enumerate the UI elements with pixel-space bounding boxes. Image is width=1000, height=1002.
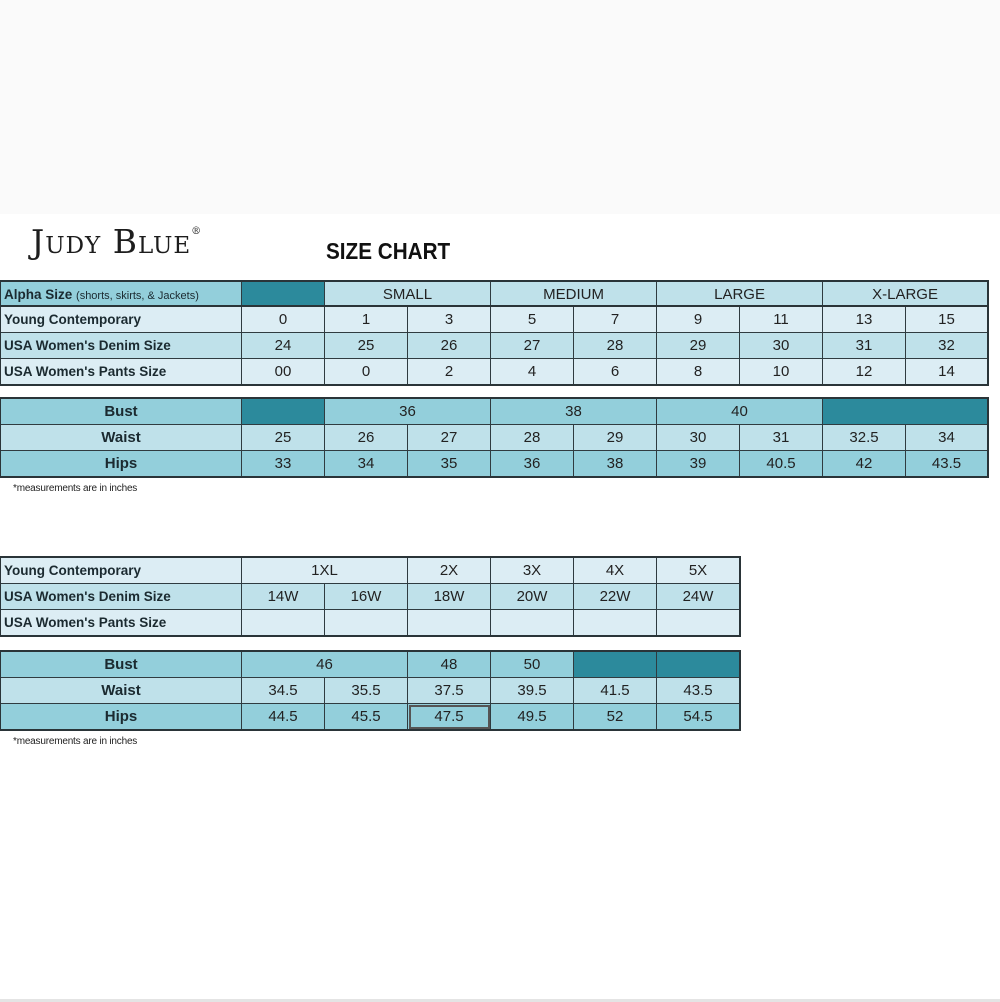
top-blank-area	[0, 0, 1000, 214]
table-cell: 2	[408, 359, 491, 385]
bust-value: 38	[491, 399, 657, 425]
table-cell: 30	[657, 425, 740, 451]
table-cell	[657, 610, 740, 636]
table-cell: 10	[740, 359, 823, 385]
size-header: 5X	[657, 558, 740, 584]
table-cell: 27	[491, 333, 574, 359]
table-row	[1, 610, 740, 636]
size-header: 3X	[491, 558, 574, 584]
row-label: USA Women's Denim Size	[1, 333, 242, 359]
empty-cell	[823, 399, 988, 425]
table-cell: 5	[491, 307, 574, 333]
table-cell: 9	[657, 307, 740, 333]
table-cell: 41.5	[574, 678, 657, 704]
table-cell: 22W	[574, 584, 657, 610]
alpha-group-medium: MEDIUM	[491, 282, 657, 308]
table-row	[1, 307, 988, 333]
measurements-table-2	[0, 651, 740, 730]
table-cell: 6	[574, 359, 657, 385]
table-cell: 16W	[325, 584, 408, 610]
row-label: Young Contemporary	[1, 307, 242, 333]
table-cell: 54.5	[657, 704, 740, 730]
table-cell: 45.5	[325, 704, 408, 730]
bust-label: Bust	[1, 399, 242, 425]
table-cell: 40.5	[740, 451, 823, 477]
table-cell: 43.5	[906, 451, 988, 477]
size-table-alpha	[0, 281, 988, 308]
table-cell: 35.5	[325, 678, 408, 704]
alpha-group-xlarge: X-LARGE	[823, 282, 988, 308]
table-cell	[408, 610, 491, 636]
table-cell: 11	[740, 307, 823, 333]
hips-row	[1, 704, 740, 730]
table-cell: 36	[491, 451, 574, 477]
table-cell	[242, 610, 325, 636]
size-header: 1XL	[242, 558, 408, 584]
table-cell: 34.5	[242, 678, 325, 704]
brand-logo: Judy Blue®	[31, 222, 203, 261]
table-cell: 24W	[657, 584, 740, 610]
table-cell	[325, 610, 408, 636]
table-cell: 12	[823, 359, 906, 385]
table-cell: 52	[574, 704, 657, 730]
waist-row	[1, 425, 988, 451]
table-cell: 32.5	[823, 425, 906, 451]
table-cell: 26	[408, 333, 491, 359]
table-cell: 15	[906, 307, 988, 333]
waist-label: Waist	[1, 678, 242, 704]
bust-label: Bust	[1, 652, 242, 678]
table-cell: 26	[325, 425, 408, 451]
table-cell: 00	[242, 359, 325, 385]
table-cell: 44.5	[242, 704, 325, 730]
empty-cell	[242, 399, 325, 425]
alpha-group-small: SMALL	[325, 282, 491, 308]
table-cell: 20W	[491, 584, 574, 610]
size-header: 2X	[408, 558, 491, 584]
row-label: USA Women's Denim Size	[1, 584, 242, 610]
table-cell: 34	[906, 425, 988, 451]
row-label: USA Women's Pants Size	[1, 610, 242, 636]
waist-row	[1, 678, 740, 704]
table-cell	[491, 610, 574, 636]
table-cell: 38	[574, 451, 657, 477]
table-cell: 0	[325, 359, 408, 385]
table-cell: 27	[408, 425, 491, 451]
bust-row	[1, 652, 740, 678]
selected-cell[interactable]: 47.5	[408, 704, 491, 730]
table-cell: 34	[325, 451, 408, 477]
table-cell	[574, 610, 657, 636]
table-cell: 49.5	[491, 704, 574, 730]
table-cell: 7	[574, 307, 657, 333]
empty-cell	[574, 652, 657, 678]
table-cell: 13	[823, 307, 906, 333]
table-row	[1, 333, 988, 359]
empty-cell	[657, 652, 740, 678]
hips-row	[1, 451, 988, 477]
size-header: 4X	[574, 558, 657, 584]
hips-label: Hips	[1, 704, 242, 730]
table-row	[1, 359, 988, 385]
table-cell: 30	[740, 333, 823, 359]
waist-label: Waist	[1, 425, 242, 451]
measurement-note: *measurements are in inches	[13, 736, 138, 747]
table-cell: 37.5	[408, 678, 491, 704]
table-cell: 33	[242, 451, 325, 477]
bust-value: 40	[657, 399, 823, 425]
table-cell: 4	[491, 359, 574, 385]
table-cell: 31	[823, 333, 906, 359]
table-cell: 28	[574, 333, 657, 359]
table-cell: 39	[657, 451, 740, 477]
alpha-group-large: LARGE	[657, 282, 823, 308]
alpha-empty-cell	[242, 282, 325, 308]
table-cell: 3	[408, 307, 491, 333]
bust-value: 36	[325, 399, 491, 425]
plus-size-table	[0, 557, 740, 636]
row-label: USA Women's Pants Size	[1, 359, 242, 385]
size-table-sizes	[0, 306, 988, 385]
bust-value: 46	[242, 652, 408, 678]
table-cell: 25	[242, 425, 325, 451]
alpha-size-label: Alpha Size (shorts, skirts, & Jackets)	[1, 282, 242, 308]
table-cell: 32	[906, 333, 988, 359]
bust-value: 48	[408, 652, 491, 678]
table-cell: 35	[408, 451, 491, 477]
table-row	[1, 558, 740, 584]
table-cell: 14	[906, 359, 988, 385]
table-cell: 25	[325, 333, 408, 359]
table-cell: 43.5	[657, 678, 740, 704]
measurement-note: *measurements are in inches	[13, 483, 138, 494]
table-cell: 29	[657, 333, 740, 359]
table-cell: 42	[823, 451, 906, 477]
measurements-table-1	[0, 398, 988, 477]
table-cell: 31	[740, 425, 823, 451]
hips-label: Hips	[1, 451, 242, 477]
table-cell: 24	[242, 333, 325, 359]
table-cell: 1	[325, 307, 408, 333]
bust-row	[1, 399, 988, 425]
table-cell: 14W	[242, 584, 325, 610]
table-cell: 18W	[408, 584, 491, 610]
table-row	[1, 584, 740, 610]
table-cell: 0	[242, 307, 325, 333]
table-cell: 29	[574, 425, 657, 451]
row-label: Young Contemporary	[1, 558, 242, 584]
table-cell: 28	[491, 425, 574, 451]
page-title: SIZE CHART	[326, 238, 451, 264]
bust-value: 50	[491, 652, 574, 678]
table-cell: 39.5	[491, 678, 574, 704]
table-cell: 8	[657, 359, 740, 385]
